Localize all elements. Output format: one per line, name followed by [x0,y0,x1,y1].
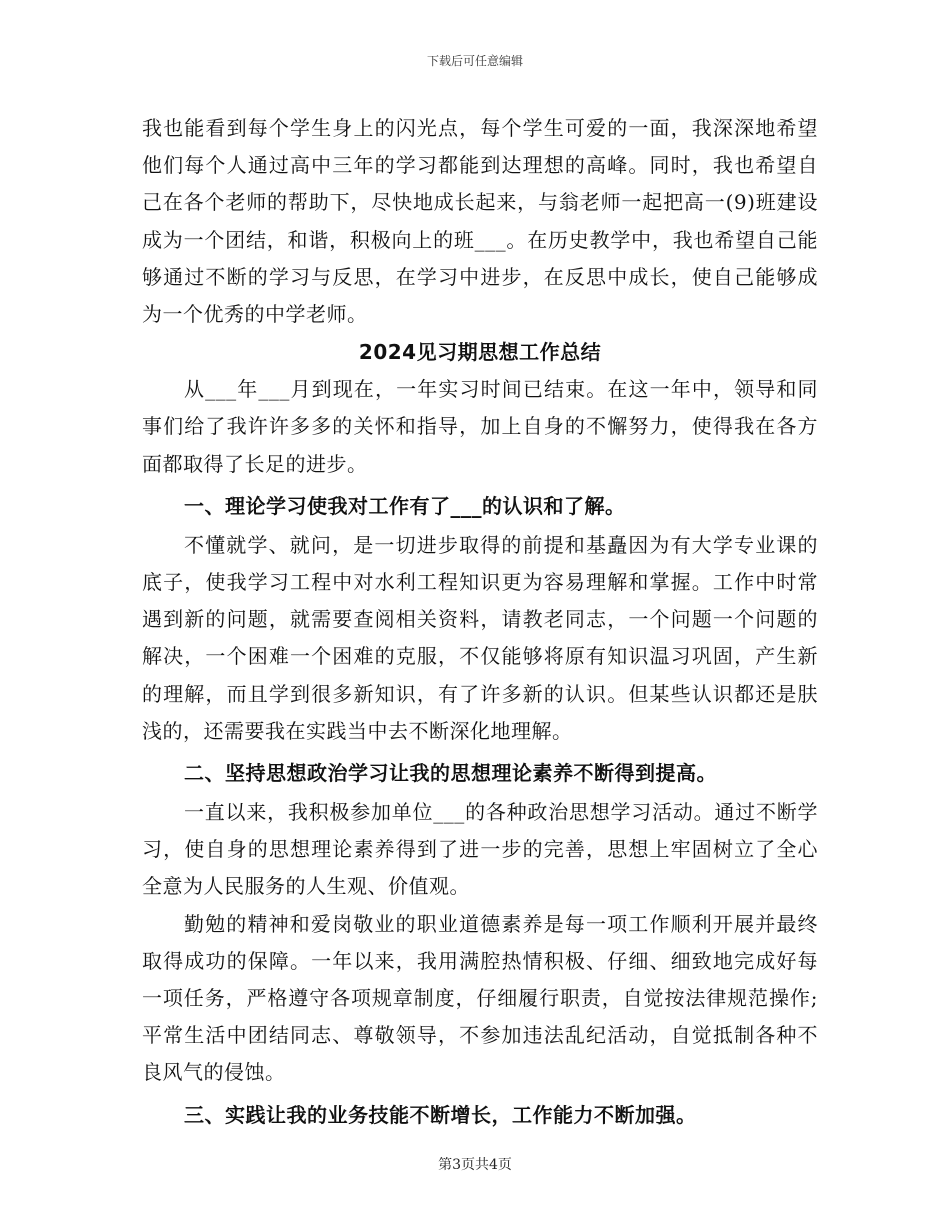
page-header: 下载后可任意编辑 [426,54,523,68]
section1-heading: 一、理论学习使我对工作有了___的认识和了解。 [184,493,626,518]
section1-paragraph: 不懂就学、就问，是一切进步取得的前提和基矗因为有大学专业课的底子，使我学习工程中对水利工程知识更为容易理解和掌握。工作中时常遇到新的问题，就需要查阅相关资料，请教老同志，一个问题一个问题的解决，一个困难一个困难的克服，不仅能够将原有知识温习巩固，产生新的理解，而且学到很多新知识，有了许多新的认识。但某些认识都还是肤浅的，还需要我在实践当中去不断深化地理解。 [142,532,818,743]
intro-paragraph: 我也能看到每个学生身上的闪光点，每个学生可爱的一面，我深深地希望他们每个人通过高中三年的学习都能到达理想的高峰。同时，我也希望自己在各个老师的帮助下，尽快地成长起来，与翁老师一起把高一(9)班建设成为一个团结，和谐，积极向上的班___。在历史教学中，我也希望自己能够通过不断的学习与反思，在学习中进步，在反思中成长，使自己能够成为一个优秀的中学老师。 [142,116,818,327]
section3-heading: 三、实践让我的业务技能不断增长，工作能力不断加强。 [184,1102,697,1127]
document-body [142,110,818,1136]
opening-paragraph: 从___年___月到现在，一年实习时间已结束。在这一年中，领导和同事们给了我许许多多的关怀和指导，加上自身的不懈努力，使得我在各方面都取得了长足的进步。 [142,377,818,476]
document-title: 2024见习期思想工作总结 [358,340,602,365]
section2-paragraph1: 一直以来，我积极参加单位___的各种政治思想学习活动。通过不断学习，使自身的思想理论素养得到了进一步的完善，思想上牢固树立了全心全意为人民服务的人生观、价值观。 [142,800,818,899]
section2-paragraph2: 勤勉的精神和爱岗敬业的职业道德素养是每一项工作顺利开展并最终取得成功的保障。一年以来，我用满腔热情积极、仔细、细致地完成好每一项任务，严格遵守各项规章制度，仔细履行职责，自觉按法律规范操作;平常生活中团结同志、尊敬领导，不参加违法乱纪活动，自觉抵制各种不良风气的侵蚀。 [142,911,818,1085]
section2-heading: 二、坚持思想政治学习让我的思想理论素养不断得到提高。 [184,761,717,786]
page-number: 第3页共4页 [438,1157,512,1173]
